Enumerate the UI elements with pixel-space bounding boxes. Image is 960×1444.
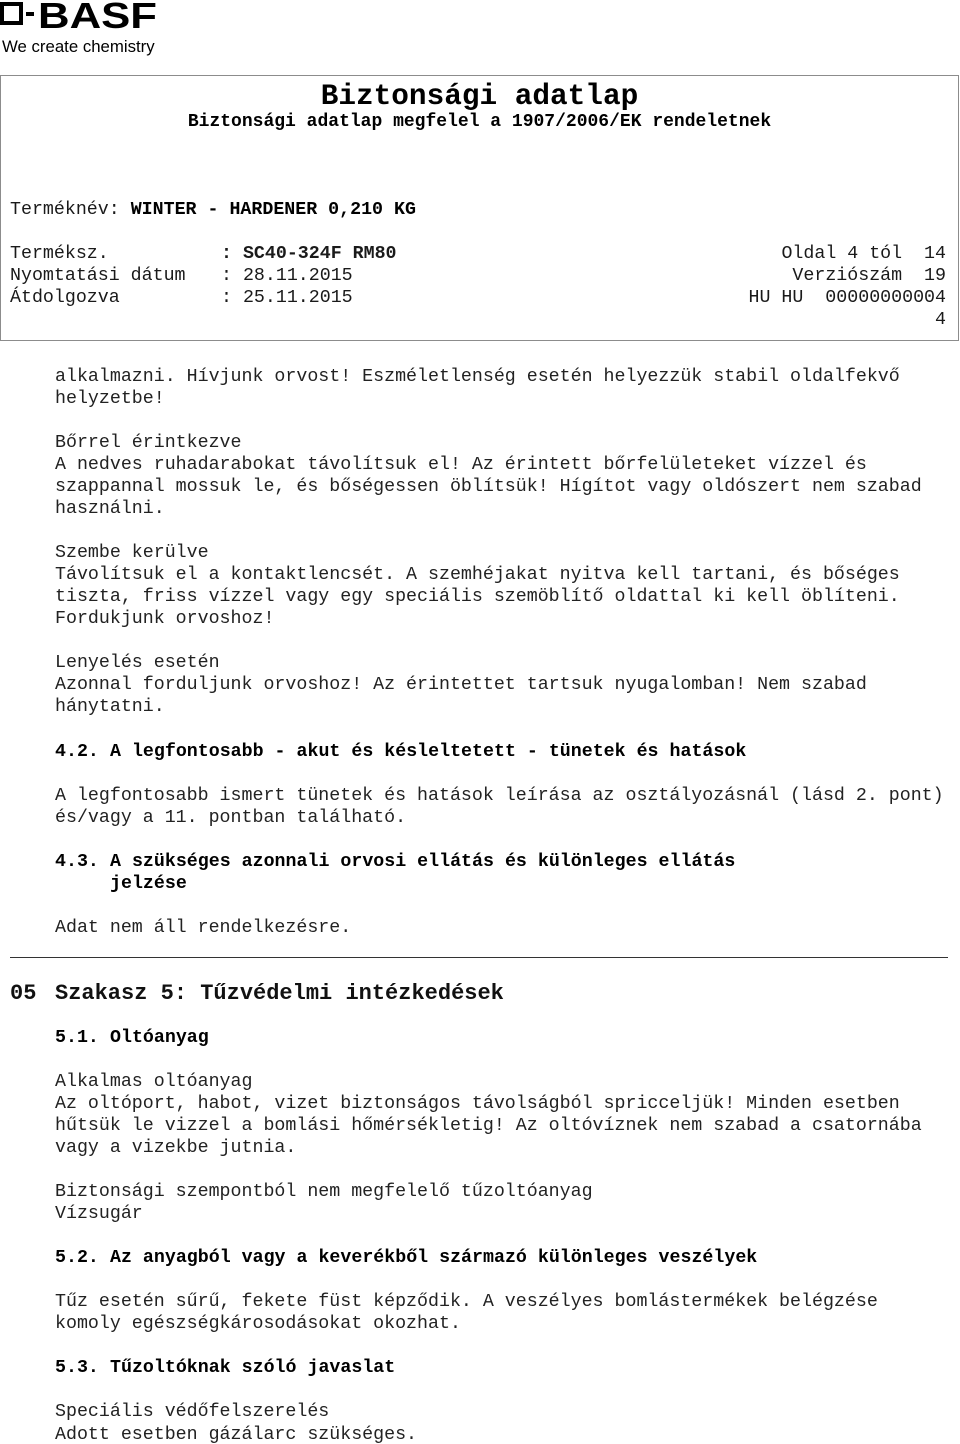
blank-line bbox=[0, 961, 960, 983]
subheading-eye-contact: Szembe kerülve bbox=[55, 543, 209, 564]
text-line: és/vagy a 11. pontban található. bbox=[55, 807, 407, 828]
subsection-4-2-heading bbox=[0, 741, 960, 763]
print-date-value: : 28.11.2015 bbox=[221, 266, 353, 286]
product-number-label: Terméksz. bbox=[10, 244, 109, 264]
document-id: HU HU 00000000004 bbox=[748, 288, 946, 308]
subsection-number: 5.1. bbox=[55, 1027, 99, 1048]
subsection-number: 5.3. bbox=[55, 1358, 99, 1379]
subsection-number: 5.2. bbox=[55, 1248, 99, 1269]
blank-line bbox=[0, 410, 960, 432]
document-id-continuation: 4 bbox=[935, 310, 946, 330]
blank-line bbox=[0, 1005, 960, 1027]
text-line: komoly egészségkárosodásokat okozhat. bbox=[55, 1314, 461, 1335]
text-line: A legfontosabb ismert tünetek és hatások leírása az osztályozásnál (lásd 2. pont) bbox=[55, 785, 944, 806]
text-line: Fordukjunk orvoshoz! bbox=[55, 609, 275, 630]
subsection-number: 4.2. bbox=[55, 741, 99, 762]
subsection-title: Tűzoltóknak szóló javaslat bbox=[110, 1358, 396, 1379]
subsection-number: 4.3. bbox=[55, 851, 99, 872]
subsection-title: A legfontosabb - akut és késleltetett - tünetek és hatások bbox=[110, 741, 747, 762]
text-line: használni. bbox=[55, 499, 165, 520]
text-line: Vízsugár bbox=[55, 1204, 143, 1225]
blank-line bbox=[0, 719, 960, 741]
subsection-title: A szükséges azonnali orvosi ellátás és különleges ellátás bbox=[110, 851, 736, 872]
subsection-5-1-heading bbox=[0, 1027, 960, 1049]
subsection-title: Az anyagból vagy a keverékből származó különleges veszélyek bbox=[110, 1248, 758, 1269]
text-line: Az oltóport, habot, vizet biztonságos távolságból spricceljük! Minden esetben bbox=[55, 1094, 900, 1115]
document-subtitle: Biztonsági adatlap megfelel a 1907/2006/EK rendeletnek bbox=[187, 112, 772, 132]
revised-label: Átdolgozva bbox=[10, 288, 120, 308]
blank-line bbox=[0, 1049, 960, 1071]
blank-line bbox=[0, 1269, 960, 1291]
basf-logo bbox=[0, 0, 160, 32]
text-line: hánytatni. bbox=[55, 697, 165, 718]
product-name-label: Terméknév: bbox=[10, 200, 120, 220]
blank-line bbox=[0, 1379, 960, 1401]
text-line: Tűz esetén sűrű, fekete füst képződik. A veszélyes bomlástermékek belégzése bbox=[55, 1292, 878, 1313]
subsection-5-2-heading bbox=[0, 1247, 960, 1269]
print-date-label: Nyomtatási dátum bbox=[10, 266, 186, 286]
subheading-unsuitable-media: Biztonsági szempontból nem megfelelő tűzoltóanyag bbox=[55, 1182, 593, 1203]
subheading-protective-equipment: Speciális védőfelszerelés bbox=[55, 1402, 330, 1423]
version-number: Verziószám 19 bbox=[792, 266, 946, 286]
text-line: A nedves ruhadarabokat távolítsuk el! Az érintett bőrfelületeket vízzel és bbox=[55, 455, 867, 476]
product-number-value: : SC40-324F RM80 bbox=[221, 244, 397, 264]
blank-line bbox=[0, 1335, 960, 1357]
subheading-skin-contact: Bőrrel érintkezve bbox=[55, 433, 242, 454]
blank-line bbox=[0, 829, 960, 851]
text-line: helyzetbe! bbox=[55, 389, 165, 410]
subsection-title: Oltóanyag bbox=[110, 1027, 209, 1048]
brand-name: BASF bbox=[38, 0, 157, 32]
text-line: Azonnal forduljunk orvoshoz! Az érintettet tartsuk nyugalomban! Nem szabad bbox=[55, 675, 867, 696]
text-line: alkalmazni. Hívjunk orvost! Eszméletlenség esetén helyezzük stabil oldalfekvő bbox=[55, 367, 900, 387]
text-line: Adott esetben gázálarc szükséges. bbox=[55, 1424, 418, 1444]
page-indicator: Oldal 4 tól 14 bbox=[781, 244, 946, 264]
logo-dash-icon bbox=[26, 12, 34, 16]
blank-line bbox=[0, 520, 960, 542]
section-title: Szakasz 5: Tűzvédelmi intézkedések bbox=[55, 980, 504, 1006]
logo-square-icon bbox=[2, 4, 21, 23]
subheading-suitable-media: Alkalmas oltóanyag bbox=[55, 1072, 253, 1092]
text-line: Adat nem áll rendelkezésre. bbox=[55, 917, 352, 938]
section-number: 05 bbox=[10, 980, 37, 1006]
text-line: vagy a vizekbe jutnia. bbox=[55, 1138, 297, 1159]
document-title: Biztonsági adatlap bbox=[320, 80, 639, 113]
product-name-row bbox=[10, 199, 416, 221]
subsection-title-continuation: jelzése bbox=[110, 873, 187, 894]
section-5-heading bbox=[0, 980, 960, 1006]
text-line: tiszta, friss vízzel vagy egy speciális szemöblítő oldattal ki kell öblíteni. bbox=[55, 587, 900, 608]
product-name-value: WINTER - HARDENER 0,210 KG bbox=[130, 200, 416, 220]
revised-value: : 25.11.2015 bbox=[221, 288, 353, 308]
blank-line bbox=[0, 895, 960, 917]
text-line: Távolítsuk el a kontaktlencsét. A szemhéjakat nyitva kell tartani, és bőséges bbox=[55, 565, 900, 586]
document-body bbox=[0, 366, 960, 1444]
text-line: hűtsük le vizzel a bomlási hőmérsékletig! Az oltóvíznek nem szabad a csatornába bbox=[55, 1116, 922, 1137]
document-header bbox=[0, 75, 959, 341]
text-line: szappannal mossuk le, és bőségessen öblítsük! Hígítot vagy oldószert nem szabad bbox=[55, 477, 922, 498]
subsection-4-3-heading bbox=[0, 851, 960, 873]
brand-tagline: We create chemistry bbox=[2, 37, 155, 56]
blank-line bbox=[0, 1159, 960, 1181]
blank-line bbox=[0, 1225, 960, 1247]
blank-line bbox=[0, 630, 960, 652]
blank-line bbox=[0, 939, 960, 961]
subsection-5-3-heading bbox=[0, 1357, 960, 1379]
blank-line bbox=[0, 763, 960, 785]
subheading-ingestion: Lenyelés esetén bbox=[55, 653, 220, 674]
